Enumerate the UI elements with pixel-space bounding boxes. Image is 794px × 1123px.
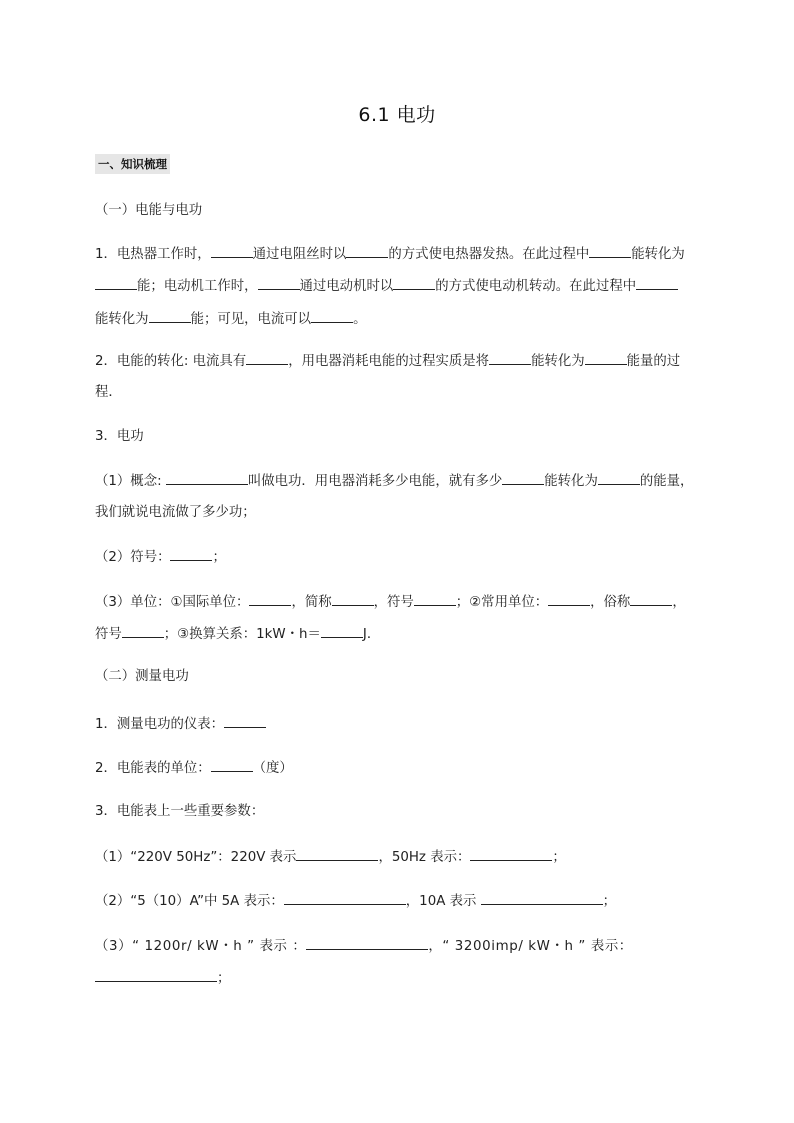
symbol-line: （2）符号： ； [95, 546, 705, 569]
subheading-energy-and-work: （一）电能与电功 [95, 203, 203, 218]
measure-line-2: 2．电能表的单位： （度） [95, 757, 705, 780]
answer-blank[interactable] [346, 243, 388, 258]
parameter-line-2: （2）“5（10）A”中 5A 表示： ，10A 表示 ； [95, 890, 705, 913]
question-1-line-3: 能转化为 能；可见，电流可以 。 [95, 308, 705, 331]
answer-blank[interactable] [481, 890, 603, 905]
subheading-measure-work: （二）测量电功 [95, 669, 189, 684]
question-2-line-2: 程． [95, 385, 122, 400]
answer-blank[interactable] [414, 591, 456, 606]
answer-blank[interactable] [284, 890, 406, 905]
section-heading-knowledge: 一、知识梳理 [95, 154, 170, 174]
parameter-line-1: （1）“220V 50Hz”：220V 表示 ，50Hz 表示： ； [95, 846, 705, 869]
answer-blank[interactable] [311, 308, 353, 323]
question-3-heading: 3．电功 [95, 429, 144, 444]
answer-blank[interactable] [149, 308, 191, 323]
answer-blank[interactable] [211, 243, 253, 258]
answer-blank[interactable] [589, 243, 631, 258]
answer-blank[interactable] [122, 623, 164, 638]
answer-blank[interactable] [321, 623, 363, 638]
unit-line-1: （3）单位：①国际单位： ，简称 ，符号 ；②常用单位： ，俗称 ， [95, 591, 705, 614]
unit-line-2: 符号 ；③换算关系：1kW・h＝ J． [95, 623, 705, 646]
question-1-line-2: 能；电动机工作时， 通过电动机时以 的方式使电动机转动。在此过程中 [95, 275, 705, 298]
answer-blank[interactable] [211, 757, 253, 772]
answer-blank[interactable] [224, 713, 266, 728]
answer-blank[interactable] [393, 275, 435, 290]
answer-blank[interactable] [636, 275, 678, 290]
answer-blank[interactable] [332, 591, 374, 606]
question-1-line-1: 1．电热器工作时， 通过电阻丝时以 的方式使电热器发热。在此过程中 能转化为 [95, 243, 705, 266]
parameter-line-3: （3）“ 1200r/ kW・h ” 表示 ： ，“ 3200imp/ kW・h ” 表示： [95, 935, 705, 958]
parameter-line-4: ； [95, 967, 705, 990]
answer-blank[interactable] [258, 275, 300, 290]
answer-blank[interactable] [470, 846, 552, 861]
answer-blank[interactable] [585, 350, 627, 365]
question-2-line-1: 2．电能的转化: 电流具有 ，用电器消耗电能的过程实质是将 能转化为 能量的过 [95, 350, 705, 373]
answer-blank[interactable] [95, 275, 137, 290]
page-title: 6.1 电功 [358, 104, 436, 126]
answer-blank[interactable] [246, 350, 288, 365]
answer-blank[interactable] [548, 591, 590, 606]
answer-blank[interactable] [598, 470, 640, 485]
concept-line-1: （1）概念: 叫做电功．用电器消耗多少电能，就有多少 能转化为 的能量， [95, 470, 705, 493]
answer-blank[interactable] [166, 470, 248, 485]
measure-line-1: 1．测量电功的仪表： [95, 713, 705, 736]
answer-blank[interactable] [296, 846, 378, 861]
answer-blank[interactable] [489, 350, 531, 365]
answer-blank[interactable] [630, 591, 672, 606]
answer-blank[interactable] [306, 935, 428, 950]
concept-line-2: 我们就说电流做了多少功； [95, 505, 256, 520]
measure-line-3: 3．电能表上一些重要参数： [95, 804, 265, 819]
answer-blank[interactable] [249, 591, 291, 606]
answer-blank[interactable] [170, 546, 212, 561]
answer-blank[interactable] [502, 470, 544, 485]
answer-blank[interactable] [95, 967, 217, 982]
